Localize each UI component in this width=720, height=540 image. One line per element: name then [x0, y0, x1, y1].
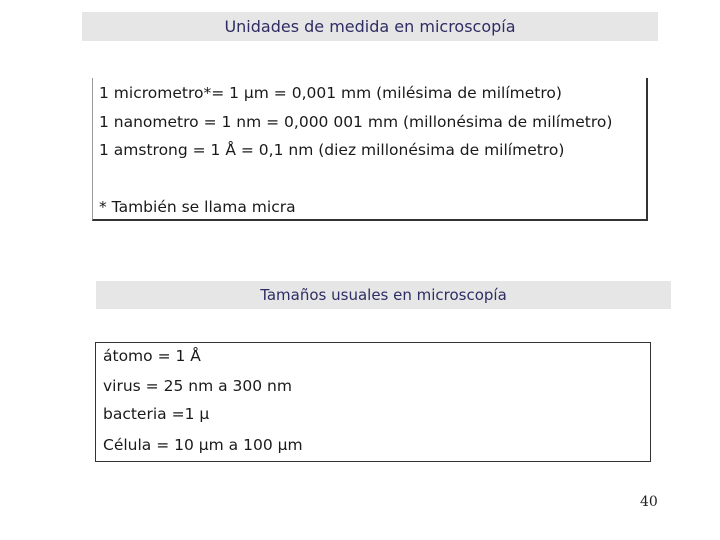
sizes-section-title: Tamaños usuales en microscopía — [260, 286, 507, 304]
unit-line-nanometro: 1 nanometro = 1 nm = 0,000 001 mm (millonésima de milímetro) — [99, 113, 613, 131]
unit-line-micrometro: 1 micrometro*= 1 µm = 0,001 mm (milésima de milímetro) — [99, 84, 562, 102]
size-line-celula: Célula = 10 µm a 100 µm — [103, 436, 303, 454]
units-definition-box — [92, 78, 648, 221]
size-line-bacteria: bacteria =1 µ — [103, 405, 210, 423]
size-line-virus: virus = 25 nm a 300 nm — [103, 377, 292, 395]
units-section-title-band — [82, 12, 658, 41]
usual-sizes-box — [95, 342, 651, 462]
units-footnote: * También se llama micra — [99, 198, 296, 216]
size-line-atomo: átomo = 1 Å — [103, 347, 201, 365]
page-number: 40 — [640, 494, 658, 510]
sizes-section-title-band — [96, 281, 671, 309]
unit-line-amstrong: 1 amstrong = 1 Å = 0,1 nm (diez millonésima de milímetro) — [99, 141, 565, 159]
units-section-title: Unidades de medida en microscopía — [224, 17, 516, 36]
